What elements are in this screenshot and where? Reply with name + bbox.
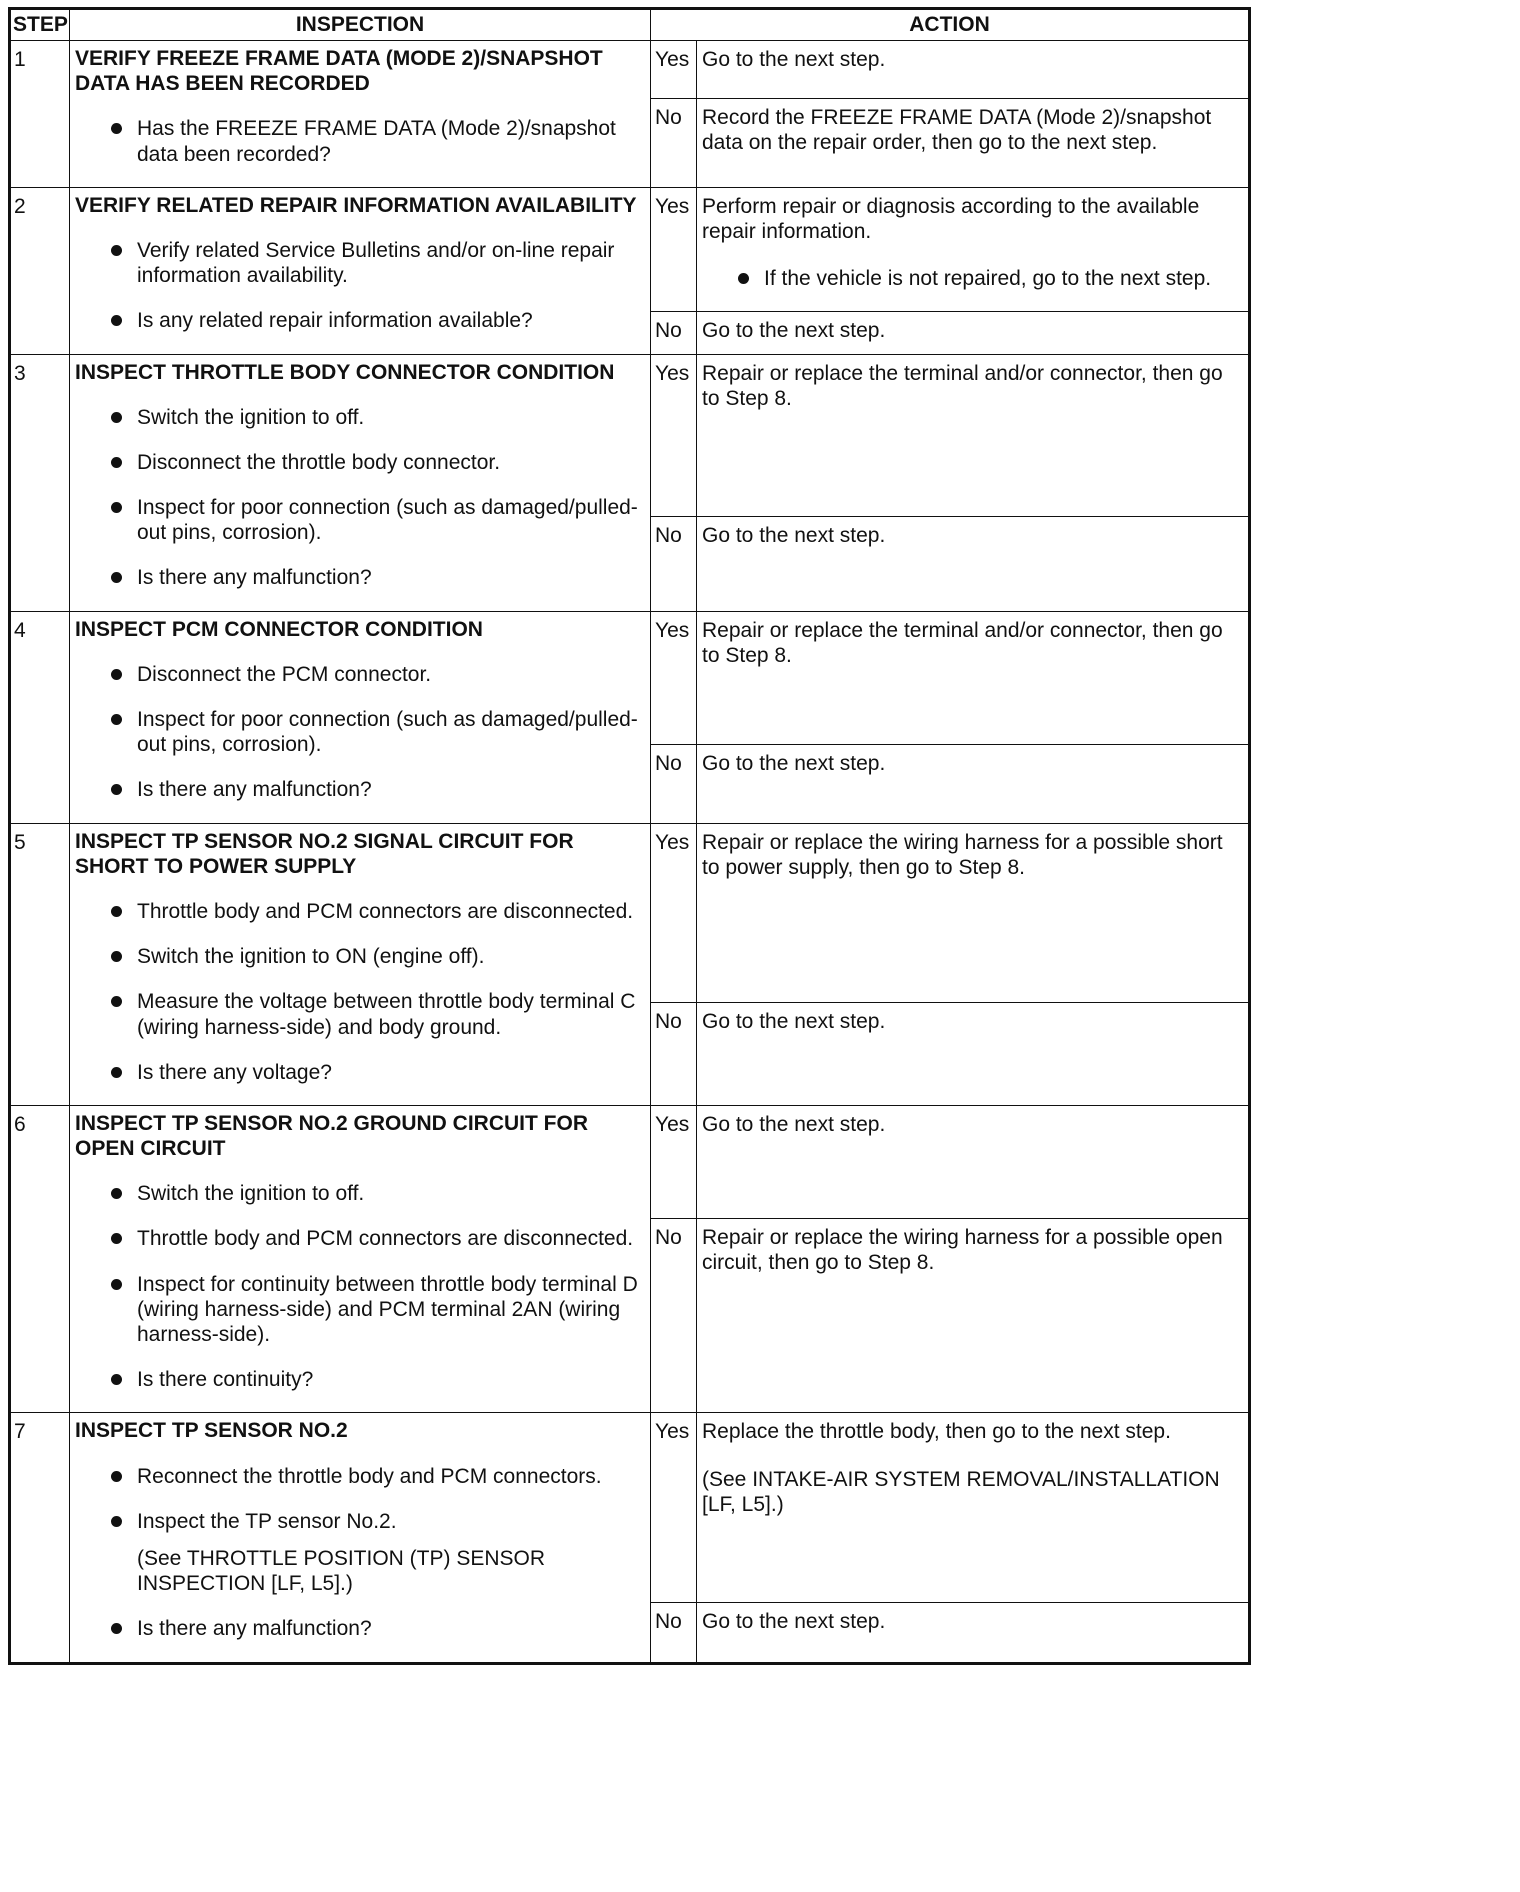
inspection-bullet: Measure the voltage between throttle body terminal C (wiring harness-side) and body ground. bbox=[75, 989, 646, 1039]
action-bullet: If the vehicle is not repaired, go to the next step. bbox=[702, 266, 1244, 291]
yes-label: Yes bbox=[651, 1413, 697, 1602]
inspection-bullet: Inspect for poor connection (such as damaged/pulled-out pins, corrosion). bbox=[75, 707, 646, 757]
step-3-inspection bbox=[70, 354, 651, 611]
bullet-icon bbox=[111, 412, 122, 423]
yes-action: Repair or replace the wiring harness for a possible short to power supply, then go to Step 8. bbox=[697, 823, 1250, 1002]
header-action: ACTION bbox=[651, 9, 1250, 41]
bullet-icon bbox=[111, 996, 122, 1007]
inspection-bullet: Inspect for poor connection (such as damaged/pulled-out pins, corrosion). bbox=[75, 495, 646, 545]
no-label: No bbox=[651, 98, 697, 187]
bullet-icon bbox=[111, 572, 122, 583]
step-title: INSPECT TP SENSOR NO.2 SIGNAL CIRCUIT FOR SHORT TO POWER SUPPLY bbox=[75, 829, 574, 878]
step-5-inspection bbox=[70, 823, 651, 1105]
bullet-icon bbox=[111, 123, 122, 134]
bullet-icon bbox=[111, 1374, 122, 1385]
yes-label: Yes bbox=[651, 611, 697, 744]
step-1-yes-row bbox=[10, 41, 1250, 99]
step-3-yes-row bbox=[10, 354, 1250, 517]
yes-action: Replace the throttle body, then go to the next step. bbox=[702, 1420, 1171, 1444]
yes-action: Repair or replace the terminal and/or connector, then go to Step 8. bbox=[697, 611, 1250, 744]
yes-label: Yes bbox=[651, 41, 697, 99]
step-4-inspection bbox=[70, 611, 651, 823]
yes-action-cell bbox=[697, 187, 1250, 312]
no-action: Go to the next step. bbox=[697, 745, 1250, 824]
inspection-bullet: Verify related Service Bulletins and/or on-line repair information availability. bbox=[75, 238, 646, 288]
step-5-yes-row bbox=[10, 823, 1250, 1002]
yes-action: Go to the next step. bbox=[697, 41, 1250, 99]
action-reference-note: (See INTAKE-AIR SYSTEM REMOVAL/INSTALLATION [LF, L5].) bbox=[702, 1467, 1220, 1516]
inspection-bullet: Disconnect the throttle body connector. bbox=[75, 450, 646, 475]
no-action: Repair or replace the wiring harness for a possible open circuit, then go to Step 8. bbox=[697, 1219, 1250, 1413]
yes-action: Perform repair or diagnosis according to the available repair information. bbox=[702, 194, 1200, 243]
bullet-icon bbox=[111, 714, 122, 725]
bullet-icon bbox=[111, 1067, 122, 1078]
yes-label: Yes bbox=[651, 354, 697, 517]
bullet-icon bbox=[111, 951, 122, 962]
no-label: No bbox=[651, 1602, 697, 1663]
inspection-bullet: Is there any malfunction? bbox=[75, 565, 646, 590]
no-action: Go to the next step. bbox=[697, 1002, 1250, 1105]
inspection-bullet: Reconnect the throttle body and PCM connectors. bbox=[75, 1464, 646, 1489]
inspection-bullet: Throttle body and PCM connectors are disconnected. bbox=[75, 1226, 646, 1251]
step-number: 2 bbox=[10, 187, 70, 354]
step-title: INSPECT THROTTLE BODY CONNECTOR CONDITION bbox=[75, 360, 615, 384]
bullet-icon bbox=[111, 502, 122, 513]
step-4-yes-row bbox=[10, 611, 1250, 744]
step-number: 3 bbox=[10, 354, 70, 611]
inspection-bullet: Switch the ignition to off. bbox=[75, 1181, 646, 1206]
header-inspection: INSPECTION bbox=[70, 9, 651, 41]
header-step: STEP bbox=[10, 9, 70, 41]
no-label: No bbox=[651, 1002, 697, 1105]
no-action: Go to the next step. bbox=[697, 312, 1250, 354]
inspection-bullet: Inspect for continuity between throttle body terminal D (wiring harness-side) and PCM terminal 2AN (wiring harness-side). bbox=[75, 1272, 646, 1348]
diagnostic-table bbox=[8, 7, 1251, 1665]
yes-action-cell bbox=[697, 1413, 1250, 1602]
no-action: Go to the next step. bbox=[697, 517, 1250, 612]
bullet-icon bbox=[111, 669, 122, 680]
bullet-icon bbox=[111, 245, 122, 256]
bullet-icon bbox=[111, 906, 122, 917]
step-number: 7 bbox=[10, 1413, 70, 1663]
bullet-icon bbox=[111, 457, 122, 468]
bullet-icon bbox=[738, 273, 749, 284]
step-title: INSPECT TP SENSOR NO.2 bbox=[75, 1419, 348, 1443]
step-number: 1 bbox=[10, 41, 70, 188]
no-label: No bbox=[651, 517, 697, 612]
step-title: VERIFY FREEZE FRAME DATA (MODE 2)/SNAPSHOT DATA HAS BEEN RECORDED bbox=[75, 47, 603, 96]
yes-label: Yes bbox=[651, 187, 697, 312]
inspection-bullet: Is there any malfunction? bbox=[75, 1616, 646, 1641]
step-number: 4 bbox=[10, 611, 70, 823]
inspection-reference-note: (See THROTTLE POSITION (TP) SENSOR INSPECTION [LF, L5].) bbox=[137, 1546, 546, 1596]
yes-label: Yes bbox=[651, 1105, 697, 1218]
yes-action: Go to the next step. bbox=[697, 1105, 1250, 1218]
inspection-bullet: Throttle body and PCM connectors are disconnected. bbox=[75, 899, 646, 924]
bullet-icon bbox=[111, 1471, 122, 1482]
no-label: No bbox=[651, 1219, 697, 1413]
inspection-bullet: Is there any voltage? bbox=[75, 1060, 646, 1085]
step-number: 6 bbox=[10, 1105, 70, 1413]
inspection-bullet: Is any related repair information available? bbox=[75, 308, 646, 333]
no-label: No bbox=[651, 312, 697, 354]
no-action: Go to the next step. bbox=[697, 1602, 1250, 1663]
bullet-icon bbox=[111, 1279, 122, 1290]
bullet-icon bbox=[111, 1623, 122, 1634]
step-title: INSPECT TP SENSOR NO.2 GROUND CIRCUIT FOR OPEN CIRCUIT bbox=[75, 1111, 588, 1161]
header-row bbox=[10, 9, 1250, 41]
bullet-icon bbox=[111, 1233, 122, 1244]
step-title: VERIFY RELATED REPAIR INFORMATION AVAILABILITY bbox=[75, 193, 637, 217]
step-title: INSPECT PCM CONNECTOR CONDITION bbox=[75, 617, 483, 641]
step-2-inspection bbox=[70, 187, 651, 354]
inspection-bullet: Switch the ignition to ON (engine off). bbox=[75, 944, 646, 969]
inspection-bullet: Has the FREEZE FRAME DATA (Mode 2)/snapshot data been recorded? bbox=[75, 116, 646, 166]
no-action: Record the FREEZE FRAME DATA (Mode 2)/snapshot data on the repair order, then go to the next step. bbox=[697, 98, 1250, 187]
inspection-bullet: Disconnect the PCM connector. bbox=[75, 662, 646, 687]
bullet-icon bbox=[111, 784, 122, 795]
inspection-bullet: Is there continuity? bbox=[75, 1367, 646, 1392]
step-6-inspection bbox=[70, 1105, 651, 1413]
yes-label: Yes bbox=[651, 823, 697, 1002]
step-number: 5 bbox=[10, 823, 70, 1105]
bullet-icon bbox=[111, 315, 122, 326]
bullet-icon bbox=[111, 1516, 122, 1527]
inspection-bullet: Switch the ignition to off. bbox=[75, 405, 646, 430]
bullet-icon bbox=[111, 1188, 122, 1199]
inspection-bullet: Is there any malfunction? bbox=[75, 777, 646, 802]
step-6-yes-row bbox=[10, 1105, 1250, 1218]
step-1-inspection bbox=[70, 41, 651, 188]
no-label: No bbox=[651, 745, 697, 824]
yes-action: Repair or replace the terminal and/or connector, then go to Step 8. bbox=[697, 354, 1250, 517]
inspection-bullet: Inspect the TP sensor No.2. bbox=[75, 1509, 646, 1534]
step-7-yes-row bbox=[10, 1413, 1250, 1602]
step-2-yes-row bbox=[10, 187, 1250, 312]
step-7-inspection bbox=[70, 1413, 651, 1663]
